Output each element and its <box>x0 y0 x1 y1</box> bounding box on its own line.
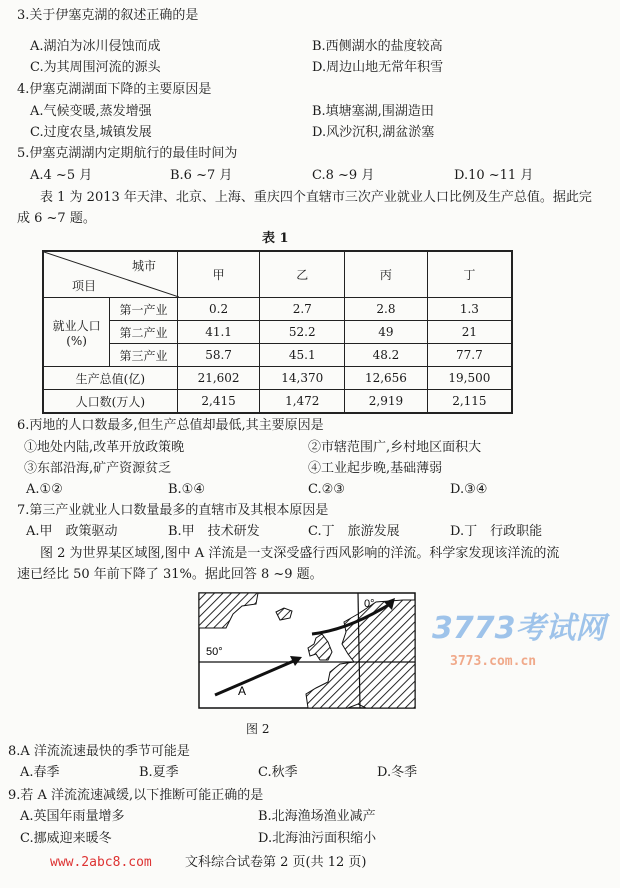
table-row <box>43 390 512 414</box>
city-header: 乙 <box>260 251 345 298</box>
q4-option-a: A.气候变暖,蒸发增强 <box>30 104 152 119</box>
q4-option-b: B.填塘塞湖,围湖造田 <box>312 104 434 119</box>
table-row <box>43 298 512 321</box>
row-label: 第二产业 <box>110 321 178 344</box>
data-table <box>42 250 513 414</box>
footer-page-number: 文科综合试卷第 2 页(共 12 页) <box>185 855 367 870</box>
cell: 41.1 <box>177 321 260 344</box>
q6-statement-4: ④工业起步晚,基础薄弱 <box>308 461 443 476</box>
q3-option-d: D.周边山地无常年积雪 <box>312 60 444 75</box>
cell: 48.2 <box>345 344 428 367</box>
q6-option-c: C.②③ <box>308 482 345 497</box>
city-header: 丁 <box>427 251 512 298</box>
q6-statement-2: ②市辖范围广,乡村地区面积大 <box>308 440 482 455</box>
watermark-logo: 3773考试网 <box>432 611 606 646</box>
cell: 21 <box>427 321 512 344</box>
q8-option-d: D.冬季 <box>377 765 418 780</box>
q9-option-d: D.北海油污面积缩小 <box>258 831 377 846</box>
group-label: 就业人口 <box>52 318 101 333</box>
table-header-row <box>43 251 512 298</box>
cell: 1.3 <box>427 298 512 321</box>
q9-option-a: A.英国年雨量增多 <box>20 809 125 824</box>
footer-site-link[interactable]: www.2abc8.com <box>50 855 152 870</box>
row-label: 生产总值(亿) <box>43 367 177 390</box>
figure-caption: 图 2 <box>246 722 270 736</box>
region-map <box>198 592 416 709</box>
q9-option-c: C.挪威迎来暖冬 <box>20 831 112 846</box>
current-a-label: A <box>238 684 247 698</box>
cell: 58.7 <box>177 344 260 367</box>
q7-option-a: A.甲 政策驱动 <box>26 524 118 539</box>
question-9-stem: 9.若 A 洋流流速减缓,以下推断可能正确的是 <box>8 788 264 803</box>
q6-statement-3: ③东部沿海,矿产资源贫乏 <box>24 461 172 476</box>
cell: 45.1 <box>260 344 345 367</box>
city-header: 甲 <box>177 251 260 298</box>
q8-option-b: B.夏季 <box>139 765 179 780</box>
q8-option-c: C.秋季 <box>258 765 298 780</box>
table-row <box>43 344 512 367</box>
q5-option-b: B.6 ~7 月 <box>170 168 233 183</box>
corner-city-label: 城市 <box>132 259 157 273</box>
corner-header-cell <box>43 251 177 298</box>
city-header: 丙 <box>345 251 428 298</box>
cell: 2,415 <box>177 390 260 414</box>
table-row <box>43 321 512 344</box>
diagonal-divider <box>44 252 179 297</box>
q3-option-a: A.湖泊为冰川侵蚀而成 <box>30 39 161 54</box>
group-unit: (%) <box>66 333 87 348</box>
question-4-stem: 4.伊塞克湖湖面下降的主要原因是 <box>17 82 212 97</box>
cell: 21,602 <box>177 367 260 390</box>
q3-option-c: C.为其周围河流的源头 <box>30 60 161 75</box>
map-intro-line2: 速已经比 50 年前下降了 31%。据此回答 8 ~9 题。 <box>17 567 323 582</box>
row-label: 第三产业 <box>110 344 178 367</box>
map-intro-line1: 图 2 为世界某区域图,图中 A 洋流是一支深受盛行西风影响的洋流。科学家发现该洋流的流 <box>40 546 560 561</box>
q6-option-b: B.①④ <box>168 482 205 497</box>
question-5-stem: 5.伊塞克湖湖内定期航行的最佳时间为 <box>17 146 238 161</box>
table-intro-line2: 成 6 ~7 题。 <box>17 211 96 226</box>
row-label: 第一产业 <box>110 298 178 321</box>
watermark-url: 3773.com.cn <box>450 654 537 669</box>
q7-option-d: D.丁 行政职能 <box>450 524 543 539</box>
cell: 77.7 <box>427 344 512 367</box>
cell: 52.2 <box>260 321 345 344</box>
q7-option-c: C.丁 旅游发展 <box>308 524 400 539</box>
q7-option-b: B.甲 技术研发 <box>168 524 260 539</box>
cell: 2.7 <box>260 298 345 321</box>
q5-option-d: D.10 ~11 月 <box>454 168 534 183</box>
question-3-stem: 3.关于伊塞克湖的叙述正确的是 <box>17 8 199 23</box>
q6-option-d: D.③④ <box>450 482 488 497</box>
question-7-stem: 7.第三产业就业人口数量最多的直辖市及其根本原因是 <box>17 503 329 518</box>
longitude-label: 0° <box>364 598 375 610</box>
table-intro-line1: 表 1 为 2013 年天津、北京、上海、重庆四个直辖市三次产业就业人口比例及生产总值。据此完 <box>40 190 592 205</box>
corner-item-label: 项目 <box>72 279 97 293</box>
cell: 14,370 <box>260 367 345 390</box>
q8-option-a: A.春季 <box>20 765 60 780</box>
q4-option-d: D.风沙沉积,湖盆淤塞 <box>312 125 435 140</box>
question-8-stem: 8.A 洋流流速最快的季节可能是 <box>8 744 190 759</box>
q6-option-a: A.①② <box>26 482 63 497</box>
q3-option-b: B.西侧湖水的盐度较高 <box>312 39 443 54</box>
cell: 2,115 <box>427 390 512 414</box>
q5-option-a: A.4 ~5 月 <box>30 168 93 183</box>
cell: 0.2 <box>177 298 260 321</box>
cell: 19,500 <box>427 367 512 390</box>
table-row <box>43 367 512 390</box>
q4-option-c: C.过度农垦,城镇发展 <box>30 125 152 140</box>
question-6-stem: 6.丙地的人口数最多,但生产总值却最低,其主要原因是 <box>17 418 324 433</box>
cell: 49 <box>345 321 428 344</box>
row-label: 人口数(万人) <box>43 390 177 414</box>
cell: 12,656 <box>345 367 428 390</box>
latitude-label: 50° <box>206 646 223 658</box>
q9-option-b: B.北海渔场渔业减产 <box>258 809 376 824</box>
cell: 2.8 <box>345 298 428 321</box>
cell: 2,919 <box>345 390 428 414</box>
employment-group-cell <box>43 298 110 367</box>
cell: 1,472 <box>260 390 345 414</box>
table-title: 表 1 <box>262 231 289 246</box>
q5-option-c: C.8 ~9 月 <box>312 168 375 183</box>
q6-statement-1: ①地处内陆,改革开放政策晚 <box>24 440 185 455</box>
